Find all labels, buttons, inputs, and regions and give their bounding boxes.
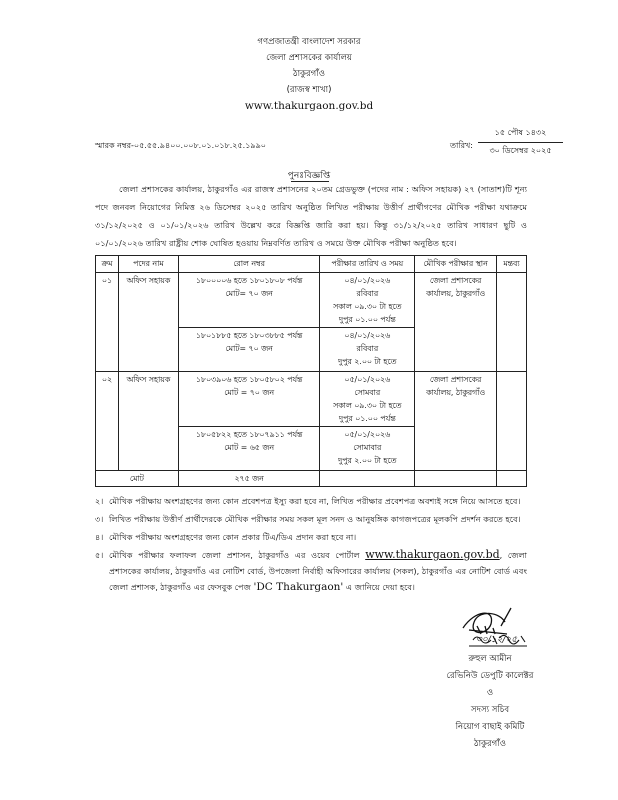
signatory-district: ঠাকুরগাঁও [474, 739, 506, 749]
venue: জেলা প্রশাসকের কার্যালয়, ঠাকুরগাঁও [415, 372, 497, 471]
note-number: ৫। [95, 550, 104, 560]
note-text-part: মৌখিক পরীক্ষার ফলাফল জেলা প্রশাসন, ঠাকুরগাঁও এর ওয়েব পোর্টাল [109, 550, 366, 560]
note-item [95, 547, 527, 595]
roll-range [178, 273, 320, 328]
serial: ০২ [96, 372, 119, 471]
signature-block [430, 651, 550, 753]
remarks [497, 372, 527, 471]
roll: ১৮০৩৯০৬ হতে ১৮০৫৮০২ পর্যন্ত [195, 375, 303, 384]
date-english: ৩০ ডিসেম্বর ২০২৫ [489, 146, 552, 155]
time-start: সকাল ০৯.৩০ টা হতে [333, 302, 402, 311]
time-end: দুপুর ০১.০০ পর্যন্ত [339, 414, 396, 423]
time-start: দুপুর ২.০০ টা হতে [338, 456, 397, 465]
interview-schedule-table [95, 255, 527, 487]
venue: জেলা প্রশাসকের কার্যালয়, ঠাকুরগাঁও [415, 273, 497, 372]
district-name: ঠাকুরগাঁও [293, 69, 325, 79]
facebook-page-name: 'DC Thakurgaon' [253, 581, 344, 593]
empty-cell [415, 471, 497, 487]
count: মোট= ৭০ জন [225, 344, 273, 353]
total-row [96, 471, 527, 487]
roll-range [178, 427, 320, 471]
roll: ১৮০৫৮২২ হতে ১৮০৭৯১১ পর্যন্ত [195, 430, 303, 439]
note-text [109, 547, 527, 595]
signature-date: ৩০/১২/২৫ [476, 635, 518, 645]
memo-number: স্মারক নম্বর-০৫.৫৫.৯৪০০.০০৮.০১.০১৮.২৫.১৯৯০ [95, 141, 266, 150]
count: মোট = ৭০ জন [224, 388, 274, 397]
note-text: লিখিত পরীক্ষায় উত্তীর্ণ প্রার্থীদেরকে মৌখিক পরীক্ষার সময় সকল মূল সনদ ও আনুষঙ্গিক কাগজপত্রের মূলকপি প্রদর্শন করতে হবে। [109, 514, 521, 524]
count: মোট = ৬৫ জন [224, 443, 274, 452]
website-link[interactable]: www.thakurgaon.gov.bd [365, 548, 500, 561]
roll: ১৮০০০০৬ হতে ১৮০১৮০৮ পর্যন্ত [195, 276, 303, 285]
day: সোমবার [354, 388, 381, 397]
signatory-conjunction: ও [486, 688, 494, 698]
exam-datetime [320, 273, 415, 328]
date: ০৪/০১/২০২৬ [344, 276, 391, 285]
roll-range [178, 328, 320, 372]
date-label: তারিখ: [450, 141, 473, 150]
signatory-designation: রেভিনিউ ডেপুটি কালেক্টর [446, 671, 534, 681]
note-item [95, 529, 527, 545]
letterhead [0, 34, 618, 114]
note-number: ৪। [95, 532, 104, 542]
total-label: মোট [96, 471, 179, 487]
total-value: ২৭৫ জন [178, 471, 320, 487]
remarks [497, 273, 527, 372]
notes-list [95, 493, 527, 597]
date: ০৫/০১/২০২৬ [344, 375, 391, 384]
note-text: মৌখিক পরীক্ষায় অংশগ্রহণের জন্য কোন প্রবেশপত্র ইস্যু করা হবে না, লিখিত পরীক্ষার প্রবেশপত্র অবশ্যই সঙ্গে নিয়ে আসতে হবে। [109, 496, 521, 506]
date: ০৪/০১/২০২৬ [344, 331, 391, 340]
committee-name: নিয়োগ বাছাই কমিটি [455, 722, 525, 732]
post: অফিস সহায়ক [118, 372, 178, 471]
branch-name: (রাজস্ব শাখা) [286, 85, 332, 95]
count: মোট= ৭০ জন [225, 289, 273, 298]
note-item [95, 493, 527, 509]
office-name: জেলা প্রশাসকের কার্যালয় [266, 53, 352, 63]
exam-datetime [320, 372, 415, 427]
roll-range [178, 372, 320, 427]
post: অফিস সহায়ক [118, 273, 178, 372]
exam-datetime [320, 427, 415, 471]
time-end: দুপুর ০১.০০ পর্যন্ত [339, 315, 396, 324]
time-start: সকাল ০৯.৩০ টা হতে [333, 401, 402, 410]
col-venue: মৌখিক পরীক্ষার স্থান [415, 256, 497, 273]
roll: ১৮০১৮৮৫ হতে ১৮০৩৮৮৫ পর্যন্ত [195, 331, 303, 340]
time-start: দুপুর ২.০০ টা হতে [338, 357, 397, 366]
note-text: মৌখিক পরীক্ষায় অংশগ্রহণের জন্য কোন প্রকার টিএ/ডিএ প্রদান করা হবে না। [109, 532, 357, 542]
col-datetime: পরীক্ষার তারিখ ও সময় [320, 256, 415, 273]
signatory-name: রুহুল আমীন [468, 654, 512, 664]
serial: ০১ [96, 273, 119, 372]
day: রবিবার [356, 344, 379, 353]
note-number: ২। [95, 496, 104, 506]
govt-name: গণপ্রজাতন্ত্রী বাংলাদেশ সরকার [257, 37, 361, 47]
notice-title: পুনঃবিজ্ঞপ্তি [287, 171, 331, 181]
exam-datetime [320, 328, 415, 372]
day: সোমাবার [353, 443, 382, 452]
table-header-row [96, 256, 527, 273]
table-row [96, 273, 527, 328]
empty-cell [320, 471, 415, 487]
date: ০৫/০১/২০২৬ [344, 430, 391, 439]
date-bangla: ১৫ পৌষ ১৪৩২ [478, 127, 563, 143]
table-row [96, 372, 527, 427]
day: রবিবার [356, 289, 379, 298]
col-remarks: মন্তব্য [497, 256, 527, 273]
note-number: ৩। [95, 514, 104, 524]
note-item [95, 511, 527, 527]
note-text-part: , জেলা প্রশাসকের কার্যালয়, ঠাকুরগাঁও এর নোটিশ বোর্ড, উপজেলা নির্বাহী অফিসারের কার্যালয় (সকল), ঠাকুরগাঁও এর নোটিশ বোর্ড এবং জেলা প্রশাসক, ঠাকুরগাঁও এর ফেসবুক পেজ [109, 550, 527, 592]
notice-body: জেলা প্রশাসকের কার্যালয়, ঠাকুরগাঁও এর রাজস্ব প্রশাসনের ২০তম গ্রেডভুক্ত (পদের নাম : অফিস সহায়ক) ২৭ (সাতাশ)টি শূন্য পদে জনবল নিয়োগের নিমিত্ত ২৬ ডিসেম্বর ২০২৫ তারিখ অনুষ্ঠিত লিখিত পরীক্ষায় উত্তীর্ণ প্রার্থীগণের মৌখিক পরীক্ষা যথাক্রমে ৩১/১২/২০২৫ ও ০১/০১/২০২৬ তারিখ উল্লেখ করে বিজ্ঞপ্তি জারি করা হয়। কিন্তু ৩১/১২/২০২৫ তারিখ সাধারণ ছুটি ও ০১/০১/২০২৬ তারিখ রাষ্ট্রীয় শোক ঘোষিত হওয়ায় নিম্নবর্ণিত তারিখ ও সময়ে উক্ত মৌখিক পরীক্ষা অনুষ্ঠিত হবে। [95, 184, 527, 248]
col-serial: ক্রম [96, 256, 119, 273]
col-post: পদের নাম [118, 256, 178, 273]
website: www.thakurgaon.gov.bd [244, 100, 374, 112]
signatory-role: সদস্য সচিব [470, 705, 510, 715]
empty-cell [497, 471, 527, 487]
col-roll: রোল নম্বর [178, 256, 320, 273]
note-text-part: এ জানিয়ে দেয়া হবে। [343, 582, 415, 592]
